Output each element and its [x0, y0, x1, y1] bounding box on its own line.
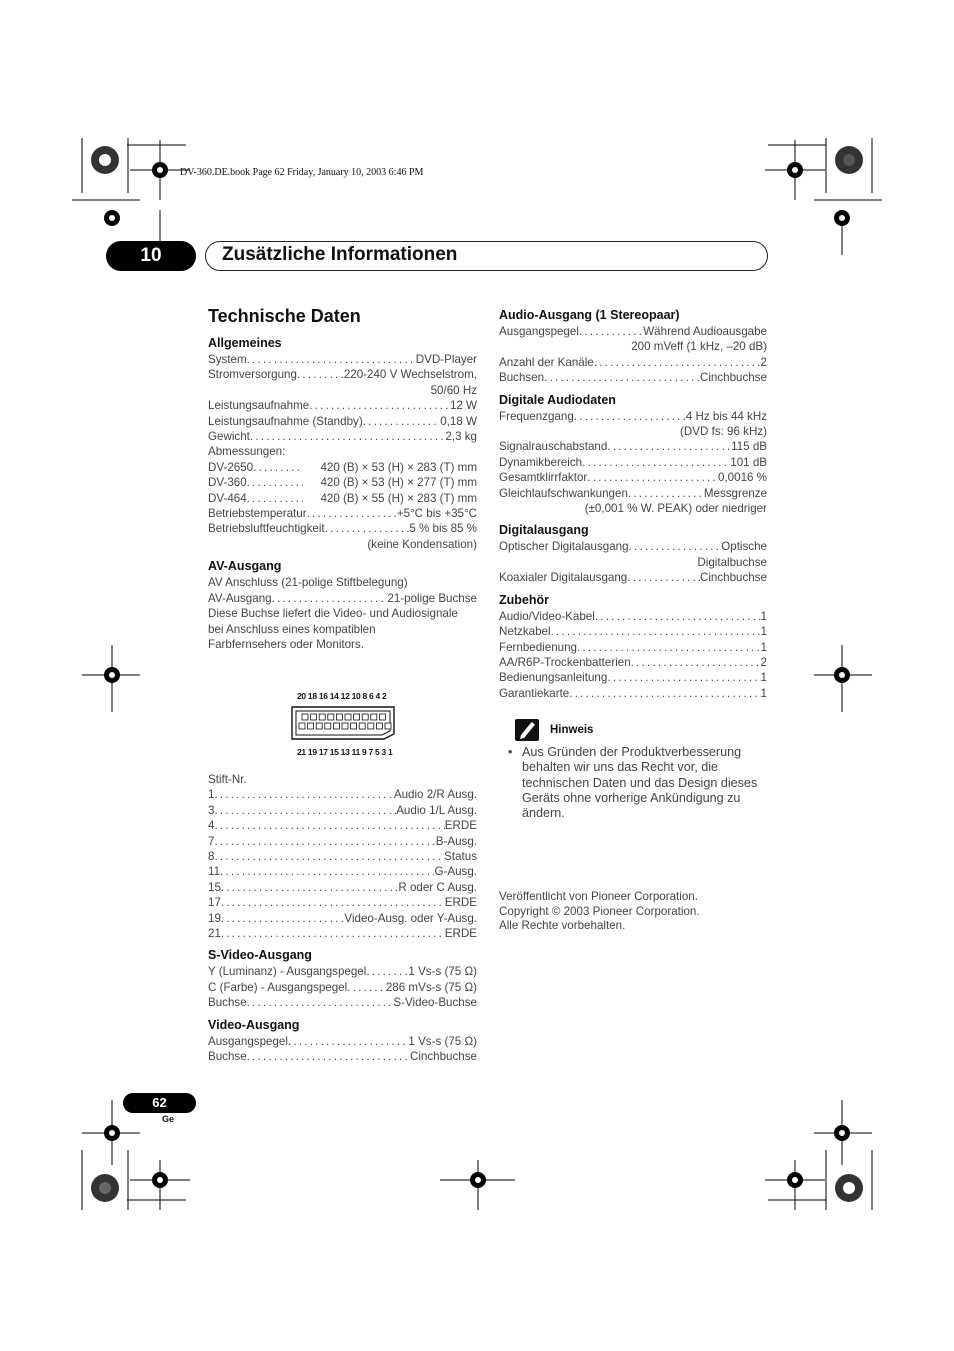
scart-pin-hole [376, 723, 382, 729]
av-desc: bei Anschluss eines kompatiblen [208, 622, 376, 636]
svideo-heading: S-Video-Ausgang [208, 948, 312, 963]
note-pencil-icon [515, 719, 539, 741]
spec-row: 21 . . . ERDE [208, 926, 477, 941]
chapter-number-badge: 10 [106, 241, 196, 271]
spec-row: Netzkabel . . . 1 [499, 624, 767, 639]
scart-pin-hole [345, 714, 351, 720]
spec-row: 7 . . . B-Ausg. [208, 834, 477, 849]
spec-row: Fernbedienung . . . 1 [499, 640, 767, 655]
note-bullet: • [508, 745, 513, 759]
spec-row: Leistungsaufnahme . . . 12 W [208, 398, 477, 413]
spec-row: Dynamikbereich . . . 101 dB [499, 455, 767, 470]
spec-row: Signalrauschabstand . . . 115 dB [499, 439, 767, 454]
av-heading: AV-Ausgang [208, 559, 282, 574]
scart-pin-hole [362, 714, 368, 720]
scart-pin-hole [359, 723, 365, 729]
spec-row: Leistungsaufnahme (Standby) . . . 0,18 W [208, 414, 477, 429]
spec-row: AA/R6P-Trockenbatterien . . . 2 [499, 655, 767, 670]
publisher-line: Copyright © 2003 Pioneer Corporation. [499, 904, 700, 918]
spec-row: Audio/Video-Kabel . . . 1 [499, 609, 767, 624]
spec-row: Koaxialer Digitalausgang . . . Cinchbuchse [499, 570, 767, 585]
scart-pin-hole [351, 723, 357, 729]
spec-row: DV-2650 . . . 420 (B) × 53 (H) × 283 (T) mm [208, 460, 477, 475]
spec-continuation: (DVD fs: 96 kHz) [680, 425, 767, 439]
zubehoer-heading: Zubehör [499, 592, 549, 607]
abmessungen-label: Abmessungen: [208, 445, 286, 459]
spec-row: Stromversorgung . . . 220-240 V Wechselstrom, [208, 367, 477, 382]
spec-row: System . . . DVD-Player [208, 352, 477, 367]
spec-continuation: (±0,001 % W. PEAK) oder niedriger [584, 502, 767, 516]
spec-row: Buchsen . . . Cinchbuchse [499, 370, 767, 385]
spec-continuation: 200 mVeff (1 kHz, –20 dB) [631, 340, 767, 354]
audio-heading: Audio-Ausgang (1 Stereopaar) [499, 308, 680, 322]
scart-pin-hole [316, 723, 322, 729]
scart-pin-numbers-bottom: 21 19 17 15 13 11 9 7 5 3 1 [297, 747, 393, 757]
spec-row: 8 . . . Status [208, 849, 477, 864]
av-desc: Diese Buchse liefert die Video- und Audiosignale [208, 607, 458, 621]
scart-pin-hole [368, 723, 374, 729]
spec-row: Optischer Digitalausgang . . . Optische [499, 539, 767, 554]
chapter-title: Zusätzliche Informationen [222, 244, 458, 265]
digital-out-heading: Digitalausgang [499, 523, 589, 538]
scart-pin-hole [328, 714, 334, 720]
right-column [499, 308, 767, 701]
spec-row: Ausgangspegel . . . 1 Vs-s (75 Ω) [208, 1034, 477, 1049]
publisher-info [499, 890, 700, 934]
spec-row: 3 . . . Audio 1/L Ausg. [208, 803, 477, 818]
spec-row: Anzahl der Kanäle . . . 2 [499, 355, 767, 370]
spec-continuation: Digitalbuchse [697, 555, 767, 569]
spec-row: 17 . . . ERDE [208, 895, 477, 910]
spec-row: Ausgangspegel . . . Während Audioausgabe [499, 324, 767, 339]
scart-pin-hole [325, 723, 331, 729]
scart-pin-hole [342, 723, 348, 729]
scart-pin-hole [379, 714, 385, 720]
scart-connector-diagram [288, 704, 398, 742]
spec-row: Gleichlaufschwankungen . . . Messgrenze [499, 486, 767, 501]
scart-pin-hole [319, 714, 325, 720]
spec-row: 15 . . . R oder C Ausg. [208, 880, 477, 895]
print-header: DV-360.DE.book Page 62 Friday, January 10, 2003 6:46 PM [180, 167, 424, 178]
spec-row: C (Farbe) - Ausgangspegel . . . 286 mVs-s (75 Ω) [208, 980, 477, 995]
spec-continuation: (keine Kondensation) [367, 537, 477, 551]
left-column [208, 336, 477, 652]
spec-row: Buchse . . . S-Video-Buchse [208, 995, 477, 1010]
spec-row: Gewicht . . . 2,3 kg [208, 429, 477, 444]
scart-pin-numbers-top: 20 18 16 14 12 10 8 6 4 2 [297, 691, 387, 701]
allgemeines-heading: Allgemeines [208, 336, 282, 350]
scart-pin-hole [371, 714, 377, 720]
page-language: Ge [162, 1114, 175, 1124]
av-line1: AV Anschluss (21-polige Stiftbelegung) [208, 576, 408, 590]
scart-pin-hole [299, 723, 305, 729]
note-body [508, 745, 773, 821]
spec-row: DV-360 . . . 420 (B) × 53 (H) × 277 (T) mm [208, 475, 477, 490]
publisher-line: Veröffentlicht von Pioneer Corporation. [499, 890, 698, 903]
spec-row: Buchse . . . Cinchbuchse [208, 1049, 477, 1064]
note-title: Hinweis [550, 724, 594, 736]
spec-row: 4 . . . ERDE [208, 818, 477, 833]
spec-row: 11 . . . G-Ausg. [208, 864, 477, 879]
spec-row: Frequenzgang . . . 4 Hz bis 44 kHz [499, 409, 767, 424]
spec-row: 19 . . . Video-Ausg. oder Y-Ausg. [208, 911, 477, 926]
pin-list [208, 772, 477, 1065]
digital-audio-heading: Digitale Audiodaten [499, 392, 616, 407]
spec-row: Garantiekarte . . . 1 [499, 686, 767, 701]
scart-pin-hole [336, 714, 342, 720]
scart-pin-hole [311, 714, 317, 720]
spec-row: Gesamtklirrfaktor . . . 0,0016 % [499, 470, 767, 485]
stift-label: Stift-Nr. [208, 773, 247, 786]
spec-row: DV-464 . . . 420 (B) × 55 (H) × 283 (T) mm [208, 491, 477, 506]
spec-row: AV-Ausgang . . . 21-polige Buchse [208, 591, 477, 606]
page-number: 62 [123, 1093, 196, 1113]
scart-pin-hole [302, 714, 308, 720]
scart-pin-hole [354, 714, 360, 720]
section-title: Technische Daten [208, 306, 361, 326]
note-text: Aus Gründen der Produktverbesserung behalten wir uns das Recht vor, die technischen Daten und das Design dieses Geräts ohne vorherige Ankündigung zu ändern. [522, 745, 758, 821]
scart-pin-hole [333, 723, 339, 729]
video-heading: Video-Ausgang [208, 1017, 300, 1032]
publisher-line: Alle Rechte vorbehalten. [499, 919, 626, 933]
spec-continuation: 50/60 Hz [430, 383, 477, 397]
scart-pin-hole [308, 723, 314, 729]
spec-row: Y (Luminanz) - Ausgangspegel . . . 1 Vs-s (75 Ω) [208, 964, 477, 979]
spec-row: Bedienungsanleitung . . . 1 [499, 670, 767, 685]
av-desc: Farbfernsehers oder Monitors. [208, 637, 364, 651]
spec-row: 1 . . . Audio 2/R Ausg. [208, 787, 477, 802]
spec-row: Betriebsluftfeuchtigkeit . . . 5 % bis 85 % [208, 521, 477, 536]
spec-row: Betriebstemperatur . . . +5°C bis +35°C [208, 506, 477, 521]
scart-pin-hole [385, 723, 391, 729]
